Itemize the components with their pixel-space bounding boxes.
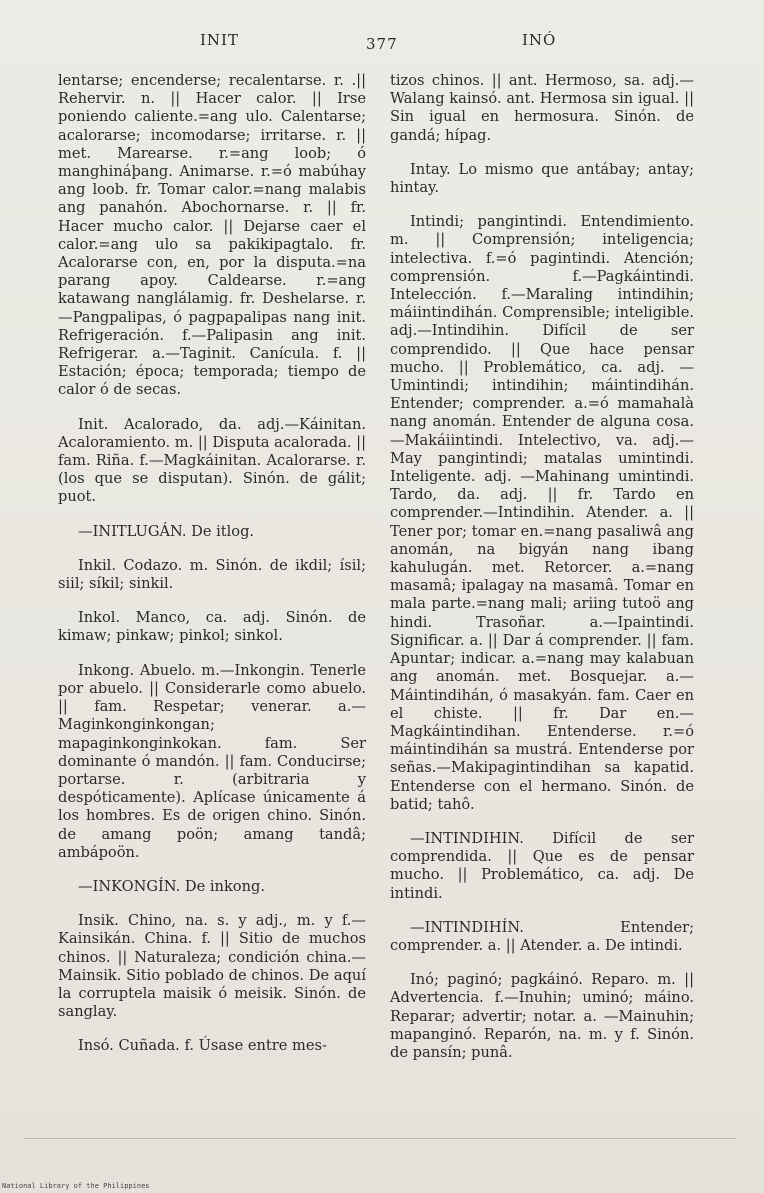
dictionary-entry: Inó; paginó; pagkáinó. Reparo. m. || Advertencia. f.—Inuhin; uminó; máino. Reparar; advertir; notar. a. —Mainuhin; mapanginó. Reparón, na. m. y f. Sinón. de pansín; punâ. xyxy=(390,971,694,1061)
dictionary-entry: Inkong. Abuelo. m.—Inkongin. Tenerle por abuelo. || Considerarle como abuelo. || fam. Respetar; venerar. a.—Maginkonginkongan; mapaginkonginkokan. fam. Ser dominante ó mandón. || fam. Conducirse; portarse. r. (arbitraria y despóticamente). Aplícase únicamente á los hombres. Es de origen chino. Sinón. de amang poön; amang tandâ; ambápoön. xyxy=(58,661,366,861)
dictionary-entry: tizos chinos. || ant. Hermoso, sa. adj.—Walang kainsó. ant. Hermosa sin igual. || Sin igual en hermosura. Sinón. de gandá; hípag. xyxy=(390,72,694,144)
dictionary-entry: Intay. Lo mismo que antábay; antay; hintay. xyxy=(390,160,694,197)
running-head-left: INIT xyxy=(200,31,239,49)
running-head-right: INÓ xyxy=(522,31,557,49)
library-credit: National Library of the Philippines xyxy=(2,1182,150,1190)
right-column xyxy=(390,72,694,1078)
dictionary-entry: Insik. Chino, na. s. y adj., m. y f.—Kainsikán. China. f. || Sitio de muchos chinos. || Naturaleza; condición china.—Mainsik. Sitio poblado de chinos. De aquí la corruptela maisik ó meisik. Sinón. de sanglay. xyxy=(58,912,366,1021)
left-column xyxy=(58,72,366,1072)
dictionary-subentry: —INITLUGÁN. De itlog. xyxy=(78,522,255,540)
dictionary-subentry: —INTINDIHIN. Difícil de ser comprendida. || Que es de pensar mucho. || Problemático, ca. adj. De intindi. xyxy=(390,829,694,902)
dictionary-entry: Inkil. Codazo. m. Sinón. de ikdil; ísil; siil; síkil; sinkil. xyxy=(58,556,366,593)
dictionary-subentry: —INTINDIHÍN. Entender; comprender. a. || Atender. a. De intindi. xyxy=(390,918,694,954)
dictionary-subentry: —INKONGÍN. De inkong. xyxy=(78,877,265,895)
dictionary-entry: lentarse; encenderse; recalentarse. r. .|| Rehervir. n. || Hacer calor. || Irse poniendo caliente.=ang ulo. Calentarse; acalorarse; incomodarse; irritarse. r. || met. Marearse. r.=ang loob; ó manghináþang. Animarse. r.=ó mabúhay ang loob. fr. Tomar calor.=nang malabis ang panahón. Abochornarse. r. || fr. Hacer mucho calor. || Dejarse caer el calor.=ang ulo sa pakikipagtalo. fr. Acalorarse con, en, por la disputa.=na parang apoy. Caldearse. r.=ang katawang nanglálamig. fr. Deshelarse. r.—Pangpalipas, ó pagpapalipas nang init. Refrigeración. f.—Palipasin ang init. Refrigerar. a.—Taginit. Canícula. f. || Estación; época; temporada; tiempo de calor ó de secas. xyxy=(58,72,366,399)
page-number: 377 xyxy=(366,35,398,53)
bottom-rule xyxy=(24,1138,736,1139)
dictionary-entry: Inkol. Manco, ca. adj. Sinón. de kimaw; pinkaw; pinkol; sinkol. xyxy=(58,609,366,645)
dictionary-entry: Intindi; pangintindi. Entendimiento. m. || Comprensión; inteligencia; intelectiva. f.=ó pagintindi. Atención; comprensión. f.—Pagkáintindi. Intelección. f.—Maraling intindihin; máiintindihán. Comprensible; inteligible. adj.—Intindihin. Difícil de ser comprendido. || Que hace pensar mucho. || Problemático, ca. adj. —Umintindi; intindihin; máintindihán. Entender; comprender. a.=ó mamahalà nang anomán. Entender de alguna cosa.—Makáiintindi. Intelectivo, va. adj.—May pangintindi; matalas umintindi. Inteligente. adj. —Mahinang umintindi. Tardo, da. adj. || fr. Tardo en comprender.—Intindihin. Atender. a. || Tener por; tomar en.=nang pasaliwâ ang anomán, na bigyán nang ibang kahulugán. met. Retorcer. a.=nang masamâ; ipalagay na masamâ. Tomar en mala parte.=nang mali; ariing tutoö ang hindi. Trasoñar. a.—Ipaintindi. Significar. a. || Dar á comprender. || fam. Apuntar; indicar. a.=nang may kalabuan ang anomán. met. Bosquejar. a.—Máintindihán, ó masakyán. fam. Caer en el chiste. || fr. Dar en.—Magkáintindihan. Entenderse. r.=ó máintindihán sa mustrá. Entenderse por señas.—Makipagintindihan sa kapatid. Entenderse con el hermano. Sinón. de batid; tahô. xyxy=(390,213,694,813)
dictionary-entry: Init. Acalorado, da. adj.—Káinitan. Acaloramiento. m. || Disputa acalorada. || fam. Riña. f.—Magkáinitan. Acalorarse. r. (los que se disputan). Sinón. de gálit; puot. xyxy=(58,415,367,506)
dictionary-entry: Insó. Cuñada. f. Úsase entre mes- xyxy=(78,1037,327,1055)
